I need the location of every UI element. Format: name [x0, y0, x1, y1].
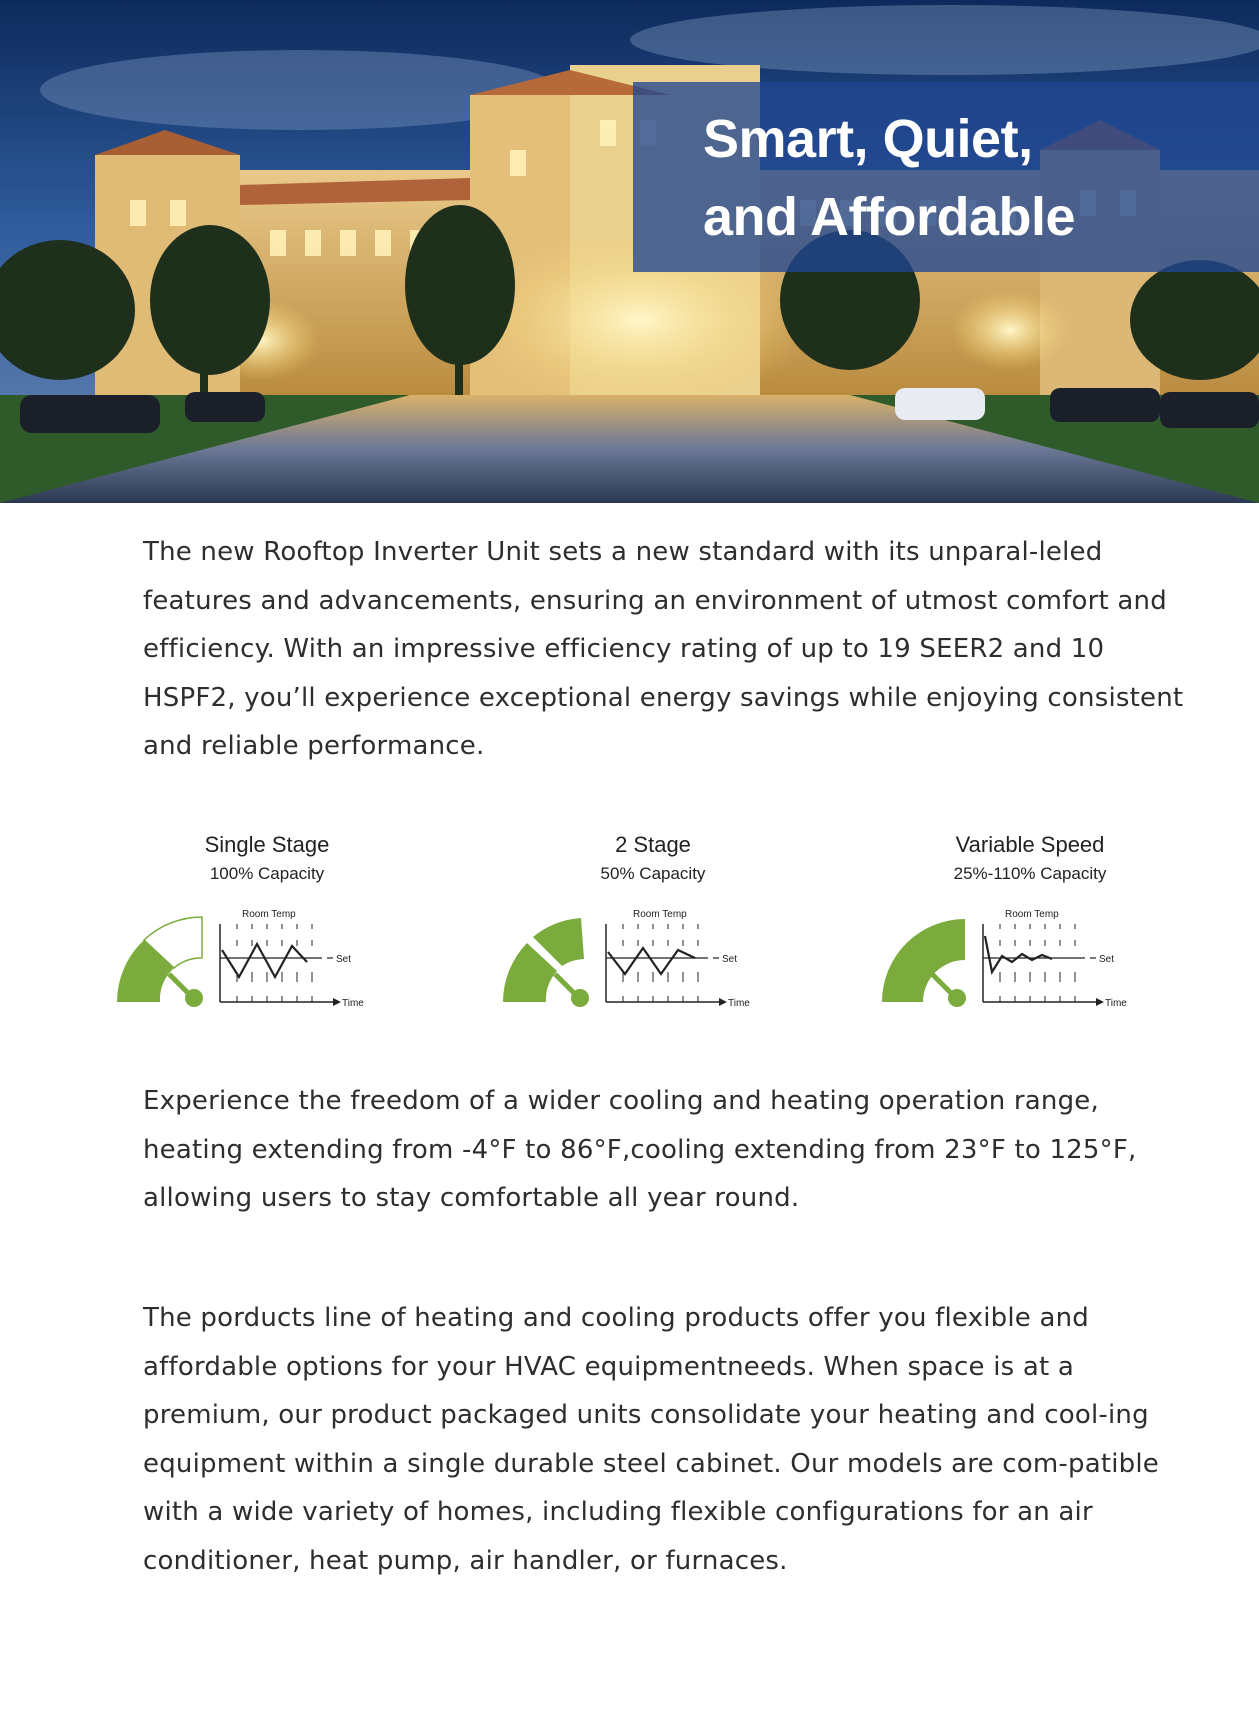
stage-capacity: 50% Capacity — [600, 864, 706, 883]
time-label: Time — [342, 998, 364, 1009]
stage-title: 2 Stage — [615, 832, 691, 857]
room-temp-label: Room Temp — [242, 909, 296, 920]
hero-image — [0, 0, 1259, 503]
set-label: Set — [336, 954, 352, 965]
room-temp-graph — [606, 909, 750, 1009]
room-temp-graph — [983, 909, 1127, 1009]
time-label: Time — [1105, 998, 1127, 1009]
stage-title: Single Stage — [204, 832, 330, 857]
room-temp-label: Room Temp — [1005, 909, 1059, 920]
set-label: Set — [1099, 954, 1115, 965]
capacity-gauge-icon — [117, 917, 203, 1007]
hero-title-box — [633, 82, 1259, 272]
room-temp-label: Room Temp — [633, 909, 687, 920]
hero-title-line-1: Smart, Quiet, — [703, 109, 1033, 169]
product-line-paragraph: The porducts line of heating and cooling products offer you flexible and affordable options for your HVAC equipmentneeds. When space is at a premium, our product packaged units consolidate your heating and cool-ing equipment within a single durable steel cabinet. Our models are com-patible with a wide variety of homes, including flexible configurations for an air conditioner, heat pump, air handler, or furnaces. — [143, 1303, 1159, 1576]
room-temp-graph — [220, 909, 364, 1009]
stage-capacity: 100% Capacity — [209, 864, 325, 883]
stage-diagram — [880, 832, 1180, 1032]
time-label: Time — [728, 998, 750, 1009]
stage-diagram — [117, 832, 417, 1032]
intro-paragraph: The new Rooftop Inverter Unit sets a new standard with its unparal-leled features and advancements, ensuring an environment of utmost comfort and efficiency. With an impressive efficiency rating of up to 19 SEER2 and 10 HSPF2, you’ll experience exceptional energy savings while enjoying consistent and reliable performance. — [143, 537, 1184, 761]
operation-range-paragraph: Experience the freedom of a wider cooling and heating operation range, heating extending from -4°F to 86°F,cooling extending from 23°F to 125°F, allowing users to stay comfortable all year round. — [143, 1086, 1137, 1213]
stage-title: Variable Speed — [955, 832, 1105, 857]
capacity-gauge-icon — [882, 919, 966, 1007]
hero-title-line-2: and Affordable — [703, 187, 1076, 247]
stage-two — [503, 832, 803, 1032]
stage-diagram — [503, 832, 803, 1032]
capacity-gauge-icon — [503, 917, 589, 1007]
set-label: Set — [722, 954, 738, 965]
stage-single — [117, 832, 417, 1032]
stage-variable — [880, 832, 1180, 1032]
stage-capacity: 25%-110% Capacity — [953, 864, 1107, 883]
